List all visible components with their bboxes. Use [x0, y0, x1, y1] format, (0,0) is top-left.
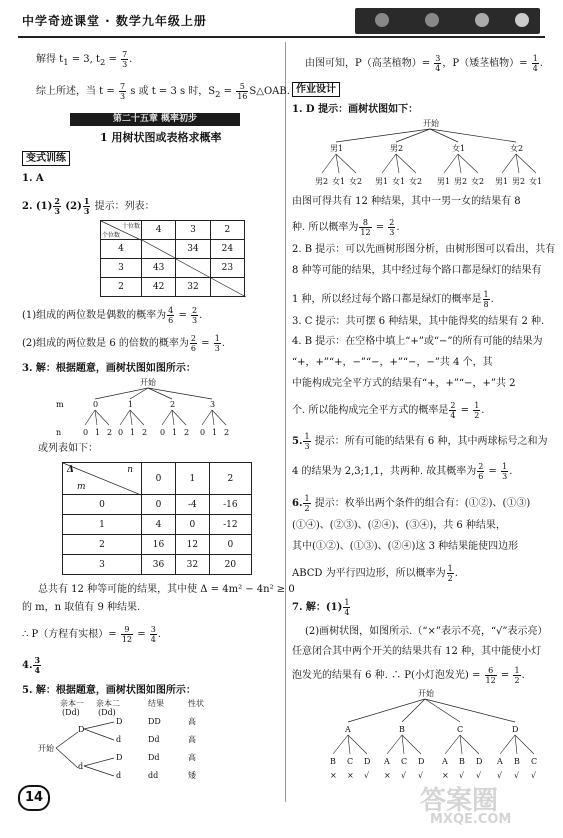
light-status-mark: √ — [401, 771, 407, 780]
tree-branch — [212, 410, 226, 425]
hw2-sentence-2: 8 种等可能的结果，其中经过每个路口都是绿灯的结果有 — [292, 265, 542, 276]
table-cell: 1 — [63, 515, 142, 535]
table-cell: 4 — [142, 515, 176, 535]
hw5-sentence-1: 5. $\frac{1}{3}$ 提示：所有可能的结果有 6 种，其中两球标号之和为 — [292, 432, 548, 451]
tree-branch — [202, 410, 212, 425]
light-status-mark: √ — [476, 771, 482, 780]
answer-5: 5. 解：根据题意，画树状图如图所示： — [22, 685, 196, 696]
table-corner: Δ n m — [63, 463, 142, 495]
table-cell: 3 — [101, 259, 142, 278]
discriminant-table — [62, 462, 252, 575]
chapter-banner: 第二十五章 概率初步 — [70, 113, 240, 126]
tree-node-m: 3 — [210, 400, 216, 409]
tree-branch — [460, 735, 462, 754]
tree-node-second: 男1 — [437, 177, 451, 186]
tree-node-switch2: B — [459, 757, 465, 766]
table-cell: 2 — [210, 221, 244, 240]
tree-branch — [348, 735, 350, 754]
tree-branch — [500, 735, 515, 754]
answer-4: 4. $\frac{3}{4}$ — [22, 655, 41, 675]
table-cell: 0 — [175, 515, 209, 535]
hw6-sentence-2: (①④)、(②③)、(②④)、(③④)，共 6 种结果， — [292, 520, 506, 531]
table-cell: -12 — [209, 515, 251, 535]
table-cell: 2 — [101, 278, 142, 297]
tree-branch — [336, 154, 339, 173]
table-cell: 4 — [101, 240, 142, 259]
q3-sentence-1: 总共有 12 种等可能的结果，其中使 Δ = 4m² − 4n² ≥ 0 — [38, 584, 295, 595]
table-cell: 24 — [210, 240, 244, 259]
tree-node-n: 2 — [184, 428, 190, 437]
table-cell: 16 — [142, 535, 176, 555]
table-cell: 12 — [175, 535, 209, 555]
tree-node-n: 1 — [212, 428, 218, 437]
tree-node-parent2: d — [116, 771, 122, 780]
tree-node-switch2: B — [330, 757, 336, 766]
table-cell: 0 — [209, 535, 251, 555]
tree-node-second: 女2 — [409, 177, 423, 186]
tree-branch — [402, 735, 421, 754]
light-status-mark: √ — [418, 771, 424, 780]
table-cell: 0 — [63, 495, 142, 515]
hw6-sentence-3: 其中(①②)、(①③)、(②④)这 3 种结果能使四边形 — [292, 541, 519, 552]
tree-branch — [382, 154, 396, 173]
tree-node-switch1: B — [399, 725, 405, 734]
table-cell: 32 — [176, 278, 210, 297]
light-status-mark: √ — [531, 771, 537, 780]
light-status-mark: √ — [364, 771, 370, 780]
tree-trait: 高 — [188, 753, 196, 762]
tree-diagram-switches — [310, 688, 540, 784]
tree-result: Dd — [148, 735, 160, 744]
watermark-url: MXQE.COM — [430, 812, 512, 827]
tree-node-n: 1 — [95, 428, 101, 437]
q2-part2: (2)组成的两位数是 6 的倍数的概率为 $\frac{2}{6}$ = $\frac{1}{3}$ . — [22, 334, 226, 353]
page-header — [0, 0, 563, 38]
tree-node-second: 女1 — [392, 177, 406, 186]
hw-answer-3: 3. C 提示：共可摆 6 种结果，其中能得奖的结果有 2 种. — [292, 316, 545, 327]
tree-node-second: 男1 — [495, 177, 509, 186]
hw2-sentence-1: 2. B 提示：可以先画树形图分析，由树形图可以看出，共有 — [292, 244, 556, 255]
tree-node-switch2: D — [418, 757, 425, 766]
tree-node-second: 女2 — [349, 177, 363, 186]
hw6-sentence-4: ABCD 为平行四边形，所以概率为 $\frac{1}{2}$ . — [292, 564, 458, 583]
tree-branch — [130, 410, 144, 425]
tree-diagram-5 — [38, 698, 238, 786]
tree-branch — [172, 410, 186, 425]
light-status-mark: √ — [497, 771, 503, 780]
q2-part1: (1)组成的两位数是偶数的概率为 $\frac{4}{6}$ = $\frac{2}{3}$ . — [22, 306, 203, 325]
tree-branch — [516, 154, 536, 173]
hw2-sentence-3: 1 种，所以经过每个路口都是绿灯的概率是 $\frac{1}{8}$ . — [292, 290, 494, 309]
tree-n-label: n — [56, 428, 62, 437]
light-status-mark: × — [384, 771, 391, 780]
tree-node-n: 2 — [107, 428, 113, 437]
table-cell: 0 — [142, 495, 176, 515]
tree-node-second: 男2 — [512, 177, 526, 186]
tree-node-switch1: C — [457, 725, 464, 734]
tree-branch — [396, 154, 416, 173]
tree-node-first: 女1 — [452, 144, 466, 153]
q3-probability: ∴ P（方程有实根）= $\frac{9}{12}$ = $\frac{3}{4}$ . — [22, 625, 162, 644]
tree-node-switch2: B — [514, 757, 520, 766]
tree-node-switch2: A — [442, 757, 448, 766]
tree-branch — [402, 735, 404, 754]
tree-node-parent2: D — [116, 753, 123, 762]
light-status-mark: √ — [514, 771, 520, 780]
hw-answer-1: 1. D 提示：画树状图如下： — [292, 104, 419, 115]
tree-node-parent2: D — [116, 717, 123, 726]
page-number: 14 — [18, 785, 50, 811]
answer-2: 2. (1) $\frac{2}{3}$ (2) $\frac{1}{3}$ 提示：列表： — [22, 196, 155, 216]
tree-branch — [162, 410, 172, 425]
tree-branch — [322, 154, 336, 173]
header-parent-two-genotype: (Dd) — [98, 708, 116, 717]
tree-branch — [336, 154, 356, 173]
tree-node-m: 2 — [170, 400, 176, 409]
header-parent-two: 亲本二 — [96, 699, 120, 708]
header-trait: 性状 — [188, 699, 204, 708]
tree-branch — [458, 154, 461, 173]
tree-branch — [444, 154, 458, 173]
watermark-logo: 答案圈 — [420, 786, 499, 816]
table-cell: 23 — [210, 259, 244, 278]
table-cell: 32 — [175, 555, 209, 575]
tree-node-n: 1 — [130, 428, 136, 437]
tree-trait: 高 — [188, 717, 196, 726]
tree-node-n: 2 — [142, 428, 148, 437]
tree-trait: 高 — [188, 735, 196, 744]
hw6-sentence-1: 6. $\frac{1}{2}$ 提示：枚举出两个条件的组合有：(①②)、(①③) — [292, 494, 531, 513]
tree-branch — [120, 410, 130, 425]
tree-node-second: 男1 — [375, 177, 389, 186]
header-parent-one-genotype: (Dd) — [62, 708, 80, 717]
table-cell: -4 — [175, 495, 209, 515]
header-result: 结果 — [148, 699, 164, 708]
table-cell: 4 — [142, 221, 176, 240]
table-cell — [142, 240, 176, 259]
digit-table — [100, 220, 245, 297]
tree-diagram-3 — [56, 377, 240, 439]
tree-node-first: 男1 — [330, 144, 344, 153]
header-decoration — [355, 8, 540, 34]
tree-node-switch2: D — [364, 757, 371, 766]
hw4-sentence-3: 中能构成完全平方式的结果有“+，+”“−，+”共 2 — [292, 378, 516, 389]
table-cell: -16 — [209, 495, 251, 515]
table-cell — [176, 259, 210, 278]
table-cell: 3 — [176, 221, 210, 240]
tree-node-first: 女2 — [510, 144, 524, 153]
tree-trait: 矮 — [188, 771, 196, 780]
q3-sentence-2: 的 m，n 取值有 9 种结果. — [22, 602, 141, 613]
answer-3: 3. 解：根据题意，画树状图如图所示： — [22, 363, 196, 374]
table-cell: 42 — [142, 278, 176, 297]
table-col-header: 2 — [209, 463, 251, 495]
table-col-header: 1 — [175, 463, 209, 495]
tree-branch — [348, 735, 367, 754]
table-cell: 36 — [142, 555, 176, 575]
light-status-mark: √ — [459, 771, 465, 780]
tree-start-label: 开始 — [418, 689, 434, 698]
tree-result: dd — [148, 771, 159, 780]
light-status-mark: × — [347, 771, 354, 780]
tree-start-label: 开始 — [423, 119, 439, 128]
hw7-sentence-3: 任意闭合其中两个开关的结果共有 12 种，其中能使小灯 — [292, 646, 542, 657]
tree-node-n: 0 — [200, 428, 206, 437]
tree-m-label: m — [56, 400, 64, 409]
tree-node-n: 2 — [224, 428, 230, 437]
tree-node-m: 1 — [128, 400, 134, 409]
table-col-header: 0 — [142, 463, 176, 495]
tree-node-switch2: C — [347, 757, 354, 766]
hw4-sentence-4: 个. 所以能构成完全平方式的概率是 $\frac{2}{4}$ = $\frac{1}{2}$ . — [292, 401, 485, 420]
box-label-practice: 变式训练 — [22, 151, 70, 166]
tree-start-label: 开始 — [38, 744, 54, 753]
tree-branch — [458, 154, 478, 173]
tree-node-second: 男2 — [315, 177, 329, 186]
summary-line: 综上所述，当 t = $\frac{7}{3}$ s 或 t = 3 s 时，$S_2$ = $\frac{5}{16}$ S△OAB. — [36, 82, 290, 101]
table-cell: 43 — [142, 259, 176, 278]
hw7-part1: 7. 解：(1) $\frac{1}{4}$ — [292, 598, 350, 617]
book-title: 中学奇迹课堂 · 数学九年级上册 — [22, 14, 207, 28]
tree-branch — [387, 735, 402, 754]
tree-node-n: 0 — [118, 428, 124, 437]
light-status-mark: × — [442, 771, 449, 780]
tree-node-switch2: D — [476, 757, 483, 766]
box-label-homework: 作业设计 — [292, 82, 340, 97]
tree-start-label: 开始 — [140, 378, 156, 387]
tree-node-second: 女1 — [332, 177, 346, 186]
table-cell: 20 — [209, 555, 251, 575]
solve-line: 解得 $t_1 = 3$, $t_2$ = $\frac{7}{3}$ . — [36, 50, 133, 69]
tree-node-switch2: A — [497, 757, 503, 766]
header-rule — [18, 36, 545, 38]
tree-result: DD — [148, 717, 161, 726]
header-parent-one: 亲本一 — [60, 699, 84, 708]
column-divider — [285, 42, 286, 802]
hw4-sentence-1: 4. B 提示：在空格中填上“+”或“−”的所有可能的结果为 — [292, 336, 543, 347]
tree-node-n: 1 — [172, 428, 178, 437]
light-status-mark: × — [330, 771, 337, 780]
tree-node-first: 男2 — [390, 144, 404, 153]
tree-node-m: 0 — [93, 400, 99, 409]
tree-branch — [333, 735, 348, 754]
tree-node-second: 女1 — [529, 177, 543, 186]
table-corner: 十位数 个位数 — [101, 221, 142, 240]
table-cell: 34 — [176, 240, 210, 259]
tree-branch — [516, 154, 519, 173]
hw7-sentence-2: (2)画树状图，如图所示.（“×”表示不亮，“√”表示亮） — [305, 626, 548, 637]
tree-node-second: 女2 — [471, 177, 485, 186]
hw1-sentence-1: 由图可得共有 12 种结果，其中一男一女的结果有 8 — [292, 196, 521, 207]
section-title: 1 用树状图或表格求概率 — [100, 131, 222, 144]
tree-branch — [445, 735, 460, 754]
answer-1: 1. A — [22, 173, 44, 184]
tree-node-second: 男2 — [454, 177, 468, 186]
tree-node-n: 0 — [83, 428, 89, 437]
tree-node-switch1: D — [512, 725, 519, 734]
tree-node-switch1: A — [345, 725, 351, 734]
tree-result: Dd — [148, 753, 160, 762]
tree-branch — [85, 410, 95, 425]
tree-node-parent2: d — [116, 735, 122, 744]
tree-node-n: 0 — [160, 428, 166, 437]
tree-branch — [460, 735, 479, 754]
tree-node-switch2: A — [384, 757, 390, 766]
tree-node-parent1: D — [78, 725, 85, 734]
table-cell — [210, 278, 244, 297]
hw4-sentence-2: “+，+”“+，−”“−，+”“−，−”共 4 个，其 — [292, 357, 493, 368]
tree-branch — [515, 735, 534, 754]
hw1-sentence-2: 种. 所以概率为 $\frac{8}{12}$ = $\frac{2}{3}$ . — [292, 218, 400, 237]
tree-node-switch2: C — [531, 757, 538, 766]
tree-branch — [95, 410, 109, 425]
or-list-line: 或列表如下： — [38, 443, 98, 454]
tree-branch — [502, 154, 516, 173]
tree-diagram-gender — [308, 118, 543, 188]
hw5-sentence-2: 4 的结果为 2,3;1,1，共两种. 故其概率为 $\frac{2}{6}$ = $\frac{1}{3}$ . — [292, 462, 513, 481]
table-cell: 3 — [63, 555, 142, 575]
tree-node-parent1: d — [78, 762, 84, 771]
tree-node-switch2: C — [401, 757, 408, 766]
table-cell: 2 — [63, 535, 142, 555]
stem-probability-line: 由图可知，P（高茎植物）= $\frac{3}{4}$ ，P（矮茎植物）= $\frac{1}{4}$ . — [305, 54, 543, 73]
tree-branch — [515, 735, 517, 754]
tree-branch — [396, 154, 399, 173]
hw7-sentence-4: 泡发光的结果有 6 种. ∴ P(小灯泡发光) = $\frac{6}{12}$ = $\frac{1}{2}$ . — [292, 666, 525, 685]
